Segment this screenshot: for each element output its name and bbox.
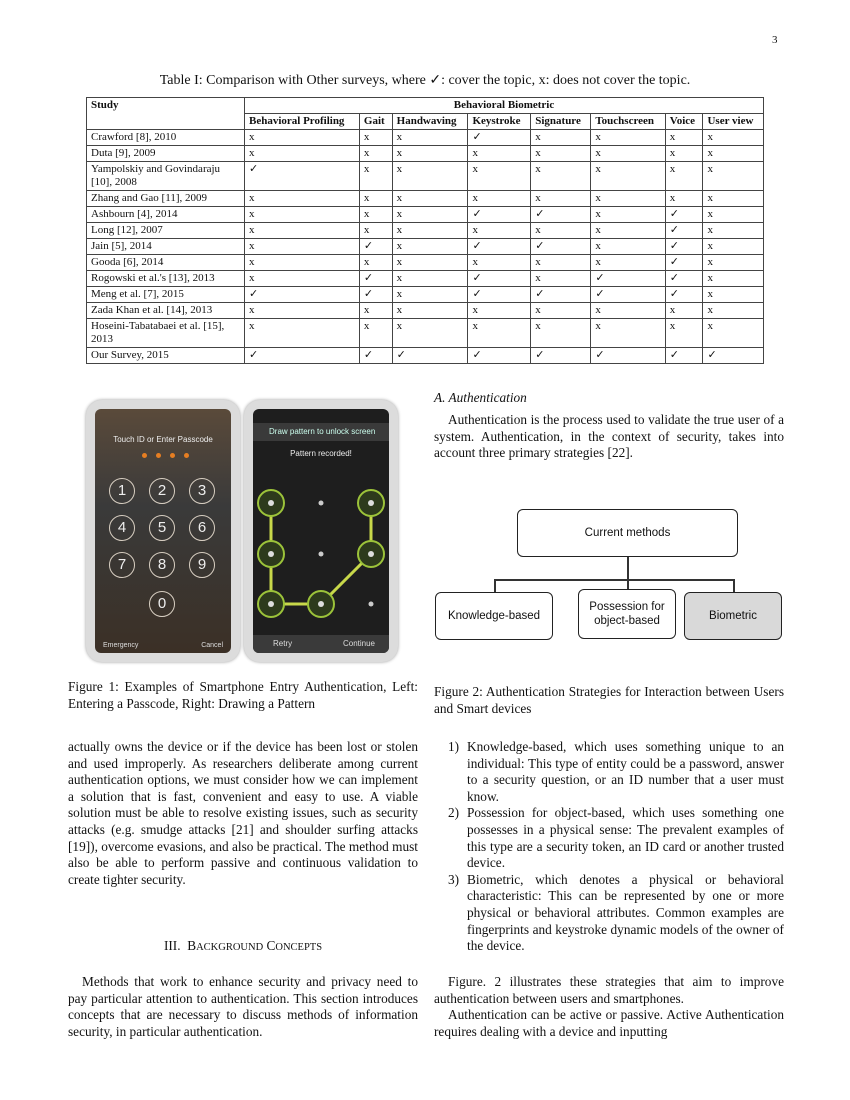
section-3-c: C [266,938,276,953]
key-2: 2 [149,478,175,504]
pattern-node-active [258,541,284,567]
table-row [87,130,764,146]
list-text: Biometric, which denotes a physical or behavioral characteristic: This can be represented by one or more physical or behavioral attributes. Common examples are fingerprints and keystroke dynamic models of the owner of the device. [467,871,784,954]
coverage-cell: ✓ [591,287,665,303]
coverage-cell: x [392,146,468,162]
coverage-cell: ✓ [665,348,703,364]
coverage-cell: x [392,303,468,319]
coverage-cell: x [468,255,531,271]
coverage-cell: ✓ [665,239,703,255]
coverage-cell: x [359,191,392,207]
coverage-cell: x [392,255,468,271]
list-number: 2) [448,805,460,821]
coverage-cell: x [245,255,360,271]
coverage-cell: ✓ [591,348,665,364]
left-paragraph: actually owns the device or if the device has been lost or stolen and used improperly. As researchers deliberate among current authentication options, we must consider how we can implement a solution that is fast, convenient and easy to use. A viable solution must be able to resolve existing issues, such as security attacks (e.g. smudge attacks [21] and shoulder surfing attacks [19]), overcome evasions, and also be practical. The method must also be able to perform passive and continuous validation to create tighter security. [68,739,418,887]
pattern-node-active [358,490,384,516]
coverage-cell: x [245,319,360,348]
emergency-label: Emergency [103,642,139,649]
coverage-cell: x [392,239,468,255]
coverage-cell: x [665,146,703,162]
study-cell: Duta [9], 2009 [87,146,245,162]
strategies-list [434,739,784,955]
connector-line [733,579,735,592]
coverage-cell: x [591,146,665,162]
study-cell: Ashbourn [4], 2014 [87,207,245,223]
column-header: Voice [665,114,703,130]
pattern-node [369,602,374,607]
connector-line [627,579,629,589]
coverage-cell: x [359,146,392,162]
column-header: Touchscreen [591,114,665,130]
passcode-dot [184,453,189,458]
table-row [87,223,764,239]
coverage-cell: x [392,287,468,303]
key-1: 1 [109,478,135,504]
section-3-heading [68,938,418,954]
coverage-cell: ✓ [245,348,360,364]
coverage-cell: x [531,319,591,348]
section-3-b: B [187,938,197,953]
coverage-cell: x [245,303,360,319]
coverage-cell: x [665,319,703,348]
column-header: Signature [531,114,591,130]
page-number: 3 [772,34,778,46]
section-a-paragraph: Authentication is the process used to validate the true user of a system. Authentication, in the context of security, takes into account three primary strategies [22]. [434,412,784,461]
study-cell: Jain [5], 2014 [87,239,245,255]
biometric-box: Biometric [684,592,782,640]
table-row [87,162,764,191]
coverage-cell: x [245,223,360,239]
coverage-cell: x [703,130,764,146]
coverage-cell: x [392,191,468,207]
passcode-dot [170,453,175,458]
coverage-cell: x [468,303,531,319]
table-caption: Table I: Comparison with Other surveys, where ✓: cover the topic, x: does not cover the topic. [159,73,691,88]
list-text: Possession for object-based, which uses something one possesses in a physical sense: The prevalent examples of this type are a security token, an ID card or another trusted device. [467,805,784,871]
column-header: Gait [359,114,392,130]
list-item [434,739,784,805]
coverage-cell: x [468,146,531,162]
continue-label: Continue [342,639,375,648]
coverage-cell: x [468,191,531,207]
study-cell: Rogowski et al.'s [13], 2013 [87,271,245,287]
coverage-cell: x [392,130,468,146]
section-3-b-rest: ACKGROUND [196,942,264,953]
coverage-cell: x [359,162,392,191]
coverage-cell: x [531,191,591,207]
figure-1 [86,400,416,662]
coverage-cell: x [468,162,531,191]
coverage-cell: x [531,303,591,319]
current-methods-box: Current methods [517,509,738,557]
table-row [87,287,764,303]
coverage-cell: x [392,162,468,191]
connector-line [627,557,629,579]
figure-1-caption: Figure 1: Examples of Smartphone Entry Authentication, Left: Entering a Passcode, Right: Drawing a Pattern [68,679,418,711]
connector-line [494,579,734,581]
coverage-cell: x [245,271,360,287]
coverage-cell: x [591,130,665,146]
coverage-cell: x [392,207,468,223]
coverage-cell: ✓ [531,207,591,223]
coverage-cell: ✓ [359,348,392,364]
coverage-cell: ✓ [359,287,392,303]
column-header: Handwaving [392,114,468,130]
study-cell: Yampolskiy and Govindaraju [10], 2008 [87,162,245,191]
table-row [87,303,764,319]
coverage-cell: ✓ [468,287,531,303]
pattern-node [319,501,324,506]
coverage-cell: ✓ [245,287,360,303]
coverage-cell: x [468,223,531,239]
coverage-cell: x [591,191,665,207]
coverage-cell: x [703,303,764,319]
coverage-cell: x [703,239,764,255]
coverage-cell: x [392,319,468,348]
possession-box: Possession for object-based [578,589,676,639]
coverage-cell: x [703,319,764,348]
coverage-cell: x [591,207,665,223]
coverage-cell: x [591,223,665,239]
passcode-dot [156,453,161,458]
coverage-cell: ✓ [245,162,360,191]
coverage-cell: ✓ [359,271,392,287]
key-8: 8 [149,552,175,578]
key-3: 3 [189,478,215,504]
pattern-screen [253,409,389,653]
group-header: Behavioral Biometric [245,98,764,114]
study-cell: Zada Khan et al. [14], 2013 [87,303,245,319]
coverage-cell: ✓ [359,239,392,255]
coverage-cell: ✓ [531,287,591,303]
study-header: Study [87,98,245,130]
pattern-node-active [308,591,334,617]
column-header: Keystroke [468,114,531,130]
coverage-cell: x [245,130,360,146]
connector-line [494,579,496,592]
table-row [87,271,764,287]
coverage-cell: x [531,271,591,287]
pattern-grid [253,479,389,629]
coverage-cell: x [703,207,764,223]
figure-2-caption: Figure 2: Authentication Strategies for Interaction between Users and Smart devices [434,684,784,716]
key-9: 9 [189,552,215,578]
coverage-cell: x [703,191,764,207]
table-row [87,319,764,348]
passcode-dot [142,453,147,458]
pattern-node [319,552,324,557]
coverage-cell: ✓ [468,348,531,364]
coverage-cell: ✓ [665,255,703,271]
study-cell: Long [12], 2007 [87,223,245,239]
key-5: 5 [149,515,175,541]
right-paragraph-2: Authentication can be active or passive. Active Authentication requires dealing with a device and inputting [434,1007,784,1039]
list-item [434,805,784,871]
pattern-title: Draw pattern to unlock screen [253,423,389,441]
coverage-cell: x [359,255,392,271]
coverage-cell: x [531,255,591,271]
pattern-bottom-bar [253,635,389,653]
study-cell: Crawford [8], 2010 [87,130,245,146]
figure-2 [430,500,786,650]
table-row [87,191,764,207]
coverage-cell: ✓ [591,271,665,287]
coverage-cell: ✓ [531,348,591,364]
coverage-cell: x [591,239,665,255]
pattern-phone [244,400,398,662]
study-cell: Gooda [6], 2014 [87,255,245,271]
passcode-screen [95,409,231,653]
comparison-table [86,97,764,364]
passcode-phone [86,400,240,662]
coverage-cell: ✓ [468,239,531,255]
coverage-cell: x [703,271,764,287]
coverage-cell: x [665,162,703,191]
list-number: 1) [448,739,460,754]
coverage-cell: x [359,319,392,348]
key-6: 6 [189,515,215,541]
study-cell: Meng et al. [7], 2015 [87,287,245,303]
section-3-c-rest: ONCEPTS [275,942,323,953]
cancel-label: Cancel [201,642,223,649]
passcode-title: Touch ID or Enter Passcode [113,435,213,444]
section-3-paragraph: Methods that work to enhance security and privacy need to pay particular attention to authentication. This section introduces concepts that are necessary to discuss methods of information security, in particular authentication. [68,974,418,1039]
coverage-cell: ✓ [665,207,703,223]
coverage-cell: x [665,191,703,207]
coverage-cell: x [359,207,392,223]
coverage-cell: x [591,162,665,191]
coverage-cell: x [359,130,392,146]
pattern-node-active [358,541,384,567]
coverage-cell: x [531,162,591,191]
table-row [87,239,764,255]
key-4: 4 [109,515,135,541]
column-header: User view [703,114,764,130]
study-cell: Hoseini-Tabatabaei et al. [15], 2013 [87,319,245,348]
key-0: 0 [149,591,175,617]
coverage-cell: x [703,255,764,271]
coverage-cell: x [591,303,665,319]
study-cell: Zhang and Gao [11], 2009 [87,191,245,207]
coverage-cell: ✓ [665,271,703,287]
coverage-cell: x [703,287,764,303]
coverage-cell: x [531,130,591,146]
section-3-number: III. [163,938,181,953]
coverage-cell: ✓ [468,207,531,223]
coverage-cell: x [703,162,764,191]
coverage-cell: x [468,319,531,348]
right-paragraph-1: Figure. 2 illustrates these strategies that aim to improve authentication between users and smartphones. [434,974,784,1006]
coverage-cell: ✓ [468,271,531,287]
coverage-cell: x [359,303,392,319]
coverage-cell: x [703,146,764,162]
coverage-cell: ✓ [665,223,703,239]
pattern-node-active [258,490,284,516]
coverage-cell: x [591,319,665,348]
coverage-cell: x [531,223,591,239]
table-row [87,348,764,364]
table-row [87,146,764,162]
coverage-cell: x [245,191,360,207]
study-cell: Our Survey, 2015 [87,348,245,364]
coverage-cell: x [245,207,360,223]
coverage-cell: ✓ [392,348,468,364]
retry-label: Retry [273,639,293,648]
coverage-cell: x [245,146,360,162]
table-row [87,207,764,223]
list-item [434,872,784,955]
coverage-cell: ✓ [703,348,764,364]
coverage-cell: ✓ [531,239,591,255]
list-text: Knowledge-based, which uses something unique to an individual: This type of entity could be a password, answer to a security question, or an ID number that a user must know. [467,739,784,804]
coverage-cell: ✓ [468,130,531,146]
coverage-cell: x [531,146,591,162]
key-7: 7 [109,552,135,578]
coverage-cell: x [392,223,468,239]
coverage-cell: x [665,130,703,146]
column-header: Behavioral Profiling [245,114,360,130]
table-row [87,255,764,271]
coverage-cell: x [392,271,468,287]
section-a-heading: A. Authentication [434,390,527,405]
coverage-cell: x [703,223,764,239]
coverage-cell: ✓ [665,287,703,303]
coverage-cell: x [245,239,360,255]
list-number: 3) [448,871,460,887]
coverage-cell: x [359,223,392,239]
pattern-status: Pattern recorded! [290,449,352,458]
coverage-cell: x [591,255,665,271]
coverage-cell: x [665,303,703,319]
pattern-node-active [258,591,284,617]
knowledge-based-box: Knowledge-based [435,592,553,640]
